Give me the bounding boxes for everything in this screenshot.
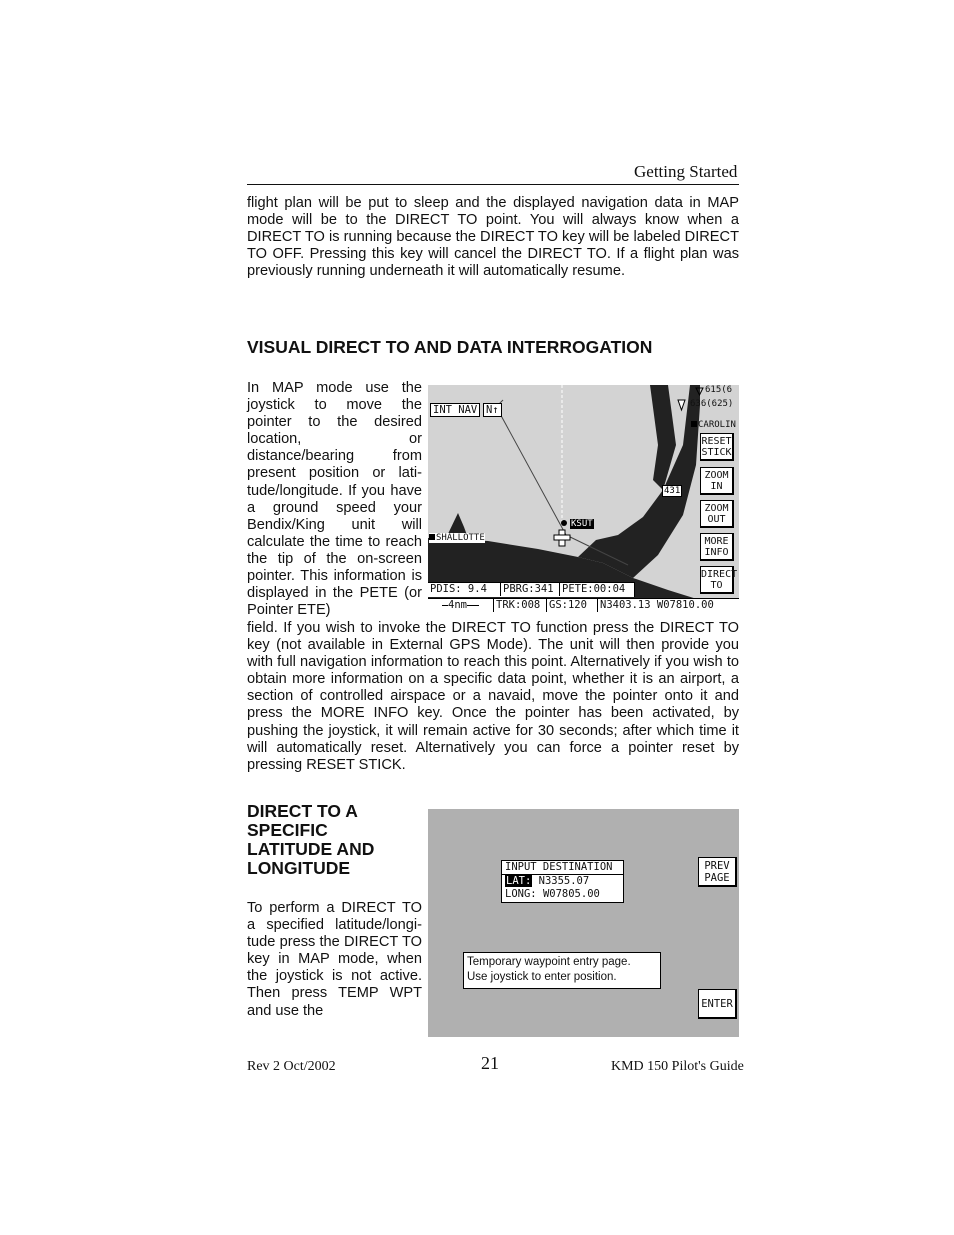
airway-label: 431 (664, 486, 681, 496)
mode-label: INT NAV (433, 404, 478, 416)
softkey-label: RESET (701, 435, 732, 447)
temp-waypoint-message (463, 952, 661, 989)
softkey-label: PREV (704, 859, 730, 872)
tower-label-1: 615(6 (705, 385, 733, 395)
carolina-label (691, 420, 736, 430)
airport-square-icon (429, 534, 435, 540)
zoom-out-button[interactable] (700, 500, 734, 528)
tower-icon (678, 400, 685, 410)
page-number: 21 (481, 1053, 499, 1073)
footer-revision: Rev 2 Oct/2002 (247, 1059, 336, 1074)
pdis-field: PDIS: 9.4 (428, 583, 501, 596)
map-mode-screenshot (428, 385, 739, 613)
direct-to-button[interactable] (700, 566, 738, 594)
softkey-label: ENTER (701, 997, 733, 1010)
intro-paragraph: flight plan will be put to sleep and the displayed navigation data in MAP mode will be to the DIRECT TO point. You will always know when a DIRECT TO is running because the DIRECT TO key will be labeled DIRECT TO OFF. Pressing this key will cancel the DIRECT TO. If a flight plan was previously running underneath it will automatically resume. (247, 195, 739, 280)
tower-label-2: 636(625) (690, 399, 734, 409)
shallotte-label (429, 533, 485, 543)
input-destination-screenshot (428, 809, 739, 1037)
longitude-row[interactable] (502, 888, 623, 901)
water-inlet (578, 385, 700, 578)
softkey-label: INFO (704, 546, 729, 558)
running-header: Getting Started (634, 162, 738, 181)
latitude-value: N3355.07 (538, 875, 590, 887)
softkey-label: DIRECT (701, 568, 738, 580)
softkey-label: OUT (707, 513, 726, 525)
scale-field (428, 599, 494, 612)
north-arrow-icon: N↑ (486, 404, 499, 416)
airport-square-icon (691, 421, 697, 427)
track-field: TRK:008 (494, 599, 547, 612)
visual-direct-to-paragraph-narrow: In MAP mode use the joystick to move the pointer to the desired location, or distance/bearing from present position or latitude/longitude. If you have a ground speed your Bendix/King unit will calculate the time to reach the tip of the on-screen pointer. This information is displayed in the PETE (or Pointer ETE) (247, 380, 422, 619)
direct-to-latlong-paragraph: To perform a DIRECT TO a specified latitude/longitude press the DIRECT TO key in MAP mode, when the joystick is not active. Then press TEMP WPT and use the (247, 900, 422, 1019)
north-up-indicator (483, 403, 502, 417)
softkey-label: TO (710, 579, 723, 591)
mode-label-box (430, 403, 480, 417)
longitude-value: W07805.00 (542, 888, 600, 900)
latitude-tag: LAT: (506, 875, 532, 887)
softkey-label: MORE (704, 535, 729, 547)
header-rule (247, 184, 739, 185)
softkey-label: STICK (701, 446, 732, 458)
softkey-label: IN (710, 480, 723, 492)
scale-bar-icon (467, 605, 479, 606)
scale-label: 4nm (448, 599, 467, 611)
zoom-in-button[interactable] (700, 467, 734, 495)
softkey-label: PAGE (704, 871, 730, 884)
ksut-label: KSUT (571, 519, 593, 529)
message-line: Use joystick to enter position. (467, 971, 617, 983)
aircraft-icon (554, 530, 570, 546)
latitude-row[interactable] (502, 875, 623, 888)
footer-guide-title: KMD 150 Pilot's Guide (611, 1059, 744, 1074)
prev-page-button[interactable] (698, 857, 737, 887)
reset-stick-button[interactable] (700, 433, 734, 461)
section-heading-direct-to-latlong: DIRECT TO A SPECIFIC LATITUDE AND LONGITUDE (247, 801, 375, 878)
route-line (498, 410, 566, 535)
shallotte-text: SHALLOTTE (436, 533, 485, 543)
softkey-label: ZOOM (704, 502, 729, 514)
airport-icon (561, 520, 567, 526)
nav-data-bar (428, 598, 739, 613)
longitude-tag: LONG: (505, 888, 537, 900)
pointer-data-bar (428, 582, 635, 597)
section-heading-visual-direct-to: VISUAL DIRECT TO AND DATA INTERROGATION (247, 337, 653, 357)
carolina-text: CAROLIN (698, 420, 736, 430)
input-destination-box (501, 860, 624, 903)
visual-direct-to-paragraph-full: field. If you wish to invoke the DIRECT TO function press the DIRECT TO key (not available in External GPS Mode). The unit will then provide you with full navigation information to reach this point. Alternatively if you wish to obtain more information on a specific data point, whether it is an airport, a section of controlled airspace or a navaid, move the pointer onto it and press the MORE INFO key. Once the pointer has been activated, by pushing the joystick, it will remain active for 30 seconds; after which time it will automatically reset. Alternatively you can force a pointer reset by pressing RESET STICK. (247, 620, 739, 773)
more-info-button[interactable] (700, 533, 734, 561)
message-line: Temporary waypoint entry page. (467, 956, 631, 968)
softkey-label: ZOOM (704, 469, 729, 481)
pete-field: PETE:00:04 (562, 583, 626, 595)
input-destination-title: INPUT DESTINATION (502, 861, 623, 875)
position-field: N3403.13 W07810.00 (600, 599, 714, 611)
enter-button[interactable] (698, 989, 737, 1019)
groundspeed-field: GS:120 (547, 599, 598, 612)
pbrg-field: PBRG:341 (501, 583, 560, 596)
